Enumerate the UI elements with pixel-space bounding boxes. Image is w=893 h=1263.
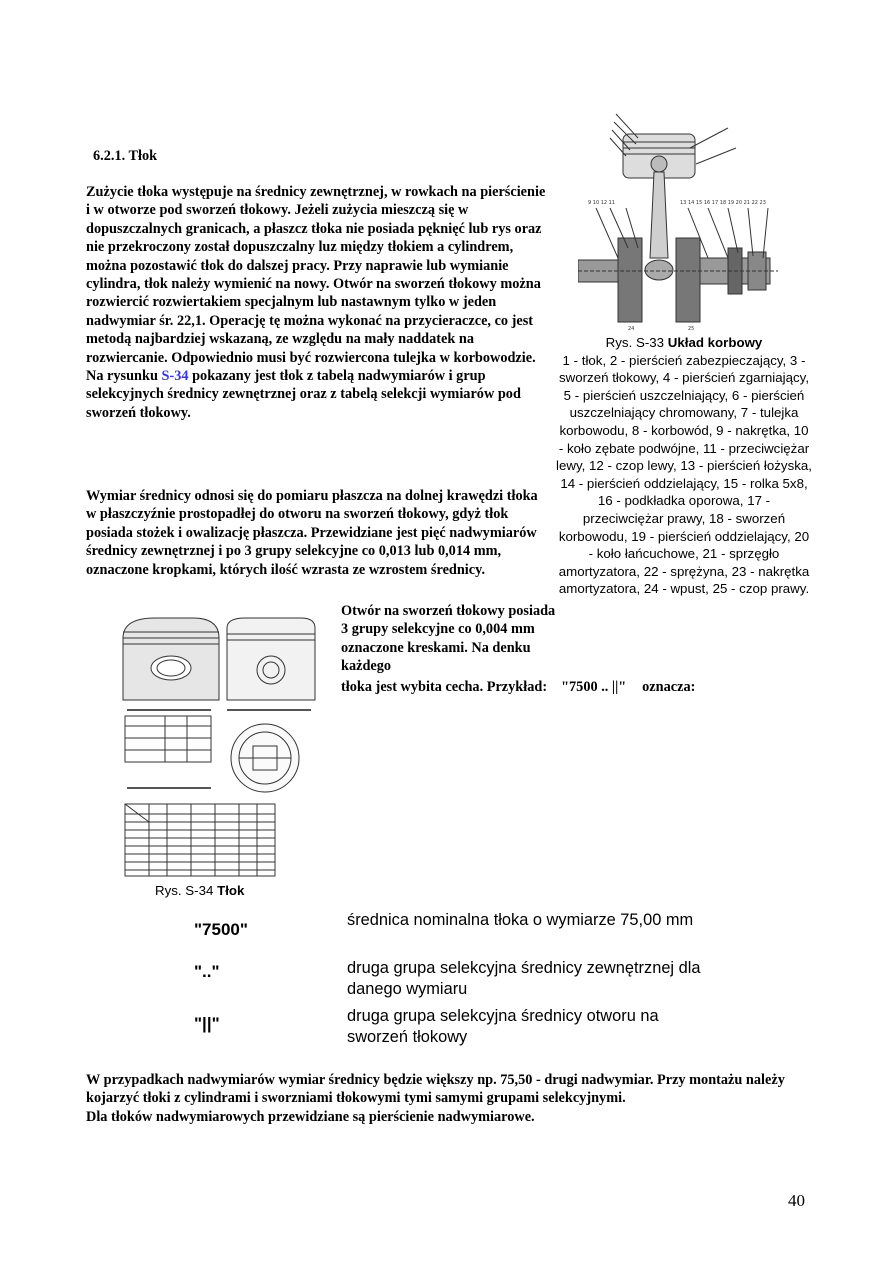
- svg-text:9 10 12 11: 9 10 12 11: [588, 200, 616, 206]
- paragraph-oversize-line2: Dla tłoków nadwymiarowych przewidziane są pierścienie nadwymiarowe.: [86, 1108, 535, 1125]
- definition-code: "||": [194, 1014, 220, 1033]
- section-heading: 6.2.1. Tłok: [93, 148, 158, 164]
- paragraph-pin-hole: Otwór na sworzeń tłokowy posiada 3 grupy selekcyjne co 0,004 mm oznaczone kreskami. Na denku każdego: [341, 603, 556, 675]
- paragraph-oversize: [86, 1071, 786, 1126]
- crank-assembly-figure: [578, 108, 778, 336]
- svg-text:24: 24: [628, 326, 635, 332]
- figure-s34-caption: [155, 883, 244, 898]
- definition-text: druga grupa selekcyjna średnicy zewnętrznej dla danego wymiaru: [347, 959, 701, 998]
- figure-s33-caption: [556, 334, 812, 598]
- figure-s33-legend: 1 - tłok, 2 - pierścień zabezpieczający, 3 - sworzeń tłokowy, 4 - pierścień zgarniający, 5 - pierścień uszczelniający, 6 - pierścień uszczelniający chromowany, 7 - tulejka korbowodu, 8 - korbowód, 9 - nakrętka, 10 - koło zębate podwójne, 11 - przeciwciężar lewy, 12 - czop lewy, 13 - pierścień łożyska, 14 - pierścień oddzielający, 15 - rolka 5x8, 16 - podkładka oporowa, 17 - przeciwciężar prawy, 18 - sworzeń korbowodu, 19 - pierścień oddzielający, 20 - koło łańcuchowe, 21 - sprzęgło amortyzatora, 22 - sprężyna, 23 - nakrętka amortyzatora, 24 - wpust, 25 - czop prawy.: [556, 352, 812, 597]
- figure-s34-title: Tłok: [217, 883, 245, 898]
- figure-s34-label: Rys. S-34: [155, 883, 218, 898]
- marking-intro: tłoka jest wybita cecha. Przykład:: [341, 679, 548, 695]
- piston-figure: [115, 608, 330, 878]
- definition-code: "..": [194, 962, 220, 981]
- marking-example: "7500 .. ||": [561, 679, 627, 695]
- paragraph-wear-text-end: pokazany jest tłok z tabelą nadwymiarów i grup selekcyjnych średnicy zewnętrznej oraz z tabelą selekcji wymiarów pod sworzeń tłokowy.: [86, 368, 521, 421]
- figure-link-s34[interactable]: S-34: [161, 368, 189, 385]
- paragraph-wear-text: Zużycie tłoka występuje na średnicy zewnętrznej, w rowkach na pierścienie i w otworze pod sworzeń tłokowy. Jeżeli zużycia mieszczą się w dopuszczalnych granicach, a płaszcz tłoka nie posiada pęknięć lub rys oraz nie przekroczony został dopuszczalny luz między tłokiem a cylindrem, można pozostawić tłok do dalszej pracy. Przy naprawie lub wymianie cylindra, tłok należy wymienić na nowy. Otwór na sworzeń tłokowy można rozwiercić rozwiertakiem specjalnym lub nastawnym tylko w jeden nadwymiar śr. 22,1. Operację tę można wykonać na przycieraczce, co jest metodą najbardziej wskazaną, ze względu na mały naddatek na rozwiercanie. Odpowiednio musi być rozwiercona tulejka w korbowodzie. Na rysunku: [86, 184, 546, 385]
- definition-code: "7500": [194, 920, 248, 939]
- svg-text:25: 25: [688, 326, 695, 332]
- page-number: 40: [788, 1191, 805, 1210]
- paragraph-oversize-line1: W przypadkach nadwymiarów wymiar średnicy będzie większy np. 75,50 - drugi nadwymiar. Przy montażu należy kojarzyć tłoki z cylindrami i sworzniami tłokowymi tymi samymi grupami selekcyjnymi.: [86, 1072, 785, 1107]
- paragraph-wear: [86, 183, 548, 422]
- figure-s33-label: Rys. S-33: [605, 335, 668, 350]
- marking-means: oznacza:: [642, 679, 696, 695]
- paragraph-pin-hole-tail: [341, 678, 761, 696]
- definition-text: druga grupa selekcyjna średnicy otworu na sworzeń tłokowy: [347, 1007, 659, 1046]
- figure-s33-title: Układ korbowy: [667, 335, 763, 350]
- paragraph-diameter: Wymiar średnicy odnosi się do pomiaru płaszcza na dolnej krawędzi tłoka w płaszczyźnie prostopadłej do otworu na sworzeń tłokowy, gdyż tłok posiada stożek i owalizację płaszcza. Przewidziane jest pięć nadwymiarów średnicy zewnętrznej i po 3 grupy selekcyjne co 0,013 lub 0,014 mm, oznaczone kropkami, których ilość wzrasta ze wzrostem średnicy.: [86, 488, 538, 578]
- definition-text: średnica nominalna tłoka o wymiarze 75,00 mm: [347, 911, 694, 929]
- svg-text:13 14 15 16 17 18 19 20 21 22: 13 14 15 16 17 18 19 20 21 22 23: [680, 200, 766, 206]
